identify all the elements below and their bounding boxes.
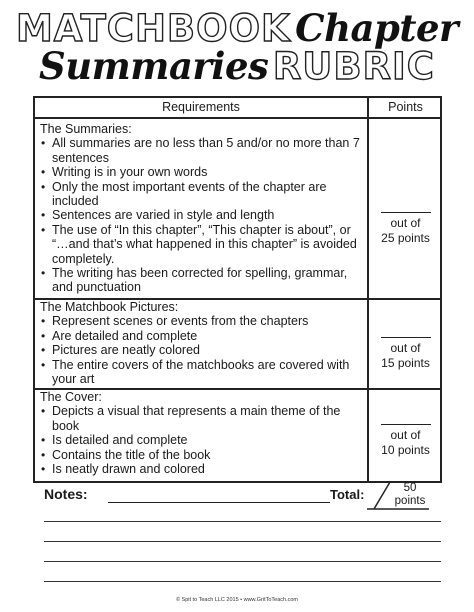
list-item: • Only the most important events of the chapter are included [41,179,327,209]
notes-writing-line[interactable] [44,561,441,562]
points-total: 10 points [381,442,430,457]
list-item: • Sentences are varied in style and length [41,208,275,223]
list-item: • Depicts a visual that represents a main theme of the book [41,404,341,433]
points-total: 25 points [381,230,430,245]
notes-writing-line[interactable] [44,541,441,542]
total-points-unit: points [394,495,426,507]
total-points-value: 50 [403,482,417,494]
total-label: Total: [330,487,365,502]
notes-line[interactable] [108,502,330,503]
list-item: • Contains the title of the book [41,447,211,462]
list-item: • Is detailed and complete [41,433,188,448]
section-heading: The Matchbook Pictures: [40,300,179,314]
copyright-footer: © Spit to Teach LLC 2015 • www.GritToTeach.com [175,597,299,603]
requirement-list [40,314,362,386]
list-item: • The writing has been corrected for spelling, grammar, and punctuation [41,266,348,295]
list-item: • Are detailed and complete [41,328,198,343]
section-heading: The Cover: [40,390,102,404]
section-cover [40,390,362,476]
points-out-of: out of [390,216,421,230]
header-points: Points [388,100,423,114]
header-requirements: Requirements [162,100,240,114]
section-matchbook-pictures [40,300,362,386]
notes-writing-line[interactable] [44,581,441,582]
rubric-table [33,96,442,483]
list-item: • Is neatly drawn and colored [41,462,205,477]
section-heading: The Summaries: [40,122,132,136]
points-summaries [369,212,442,245]
notes-writing-line[interactable] [44,521,441,522]
points-out-of: out of [390,428,421,442]
list-item: • The entire covers of the matchbooks are covered with your art [41,357,350,387]
list-item: • Writing is in your own words [41,165,208,180]
points-out-of: out of [390,341,421,355]
points-matchbook-pictures [369,337,442,370]
title-word-rubric: RUBRIC [272,45,435,88]
list-item: • All summaries are no less than 5 and/or no more than 7 sentences [41,136,360,165]
section-summaries [40,122,362,295]
title-word-summaries: Summaries [39,44,269,88]
header-divider [35,117,440,119]
title-line-2 [0,44,474,88]
title-word-chapter: Chapter [295,6,458,50]
list-item: • The use of “In this chapter”, “This chapter is about”, or “…and that’s what happened in this chapter” is avoided completely. [41,222,357,266]
list-item: • Pictures are neatly colored [41,343,200,358]
score-blank[interactable] [381,337,431,339]
requirement-list [40,404,362,476]
points-cover [369,424,442,457]
points-total: 15 points [381,355,430,370]
title-word-matchbook: MATCHBOOK [15,7,291,50]
score-blank[interactable] [381,424,431,426]
score-blank[interactable] [381,212,431,214]
list-item: • Represent scenes or events from the chapters [41,314,309,329]
title [0,0,474,92]
total-score-box[interactable] [366,481,430,510]
notes-label: Notes: [44,486,88,502]
requirement-list [40,136,362,294]
